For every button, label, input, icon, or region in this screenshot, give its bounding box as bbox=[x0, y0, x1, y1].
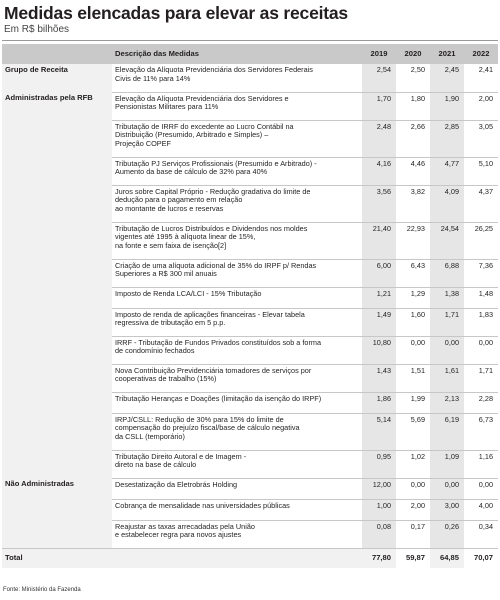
column-header-2022: 2022 bbox=[464, 44, 498, 64]
description-line: Elevação da Alíquota Previdenciária dos Servidores Federais bbox=[115, 65, 313, 74]
value-2019: 1,70 bbox=[362, 92, 396, 120]
value-2021: 1,61 bbox=[430, 364, 464, 392]
total-value-2021: 64,85 bbox=[430, 548, 464, 568]
value-2021: 0,00 bbox=[430, 478, 464, 499]
value-2022: 1,83 bbox=[464, 308, 498, 336]
value-2021: 1,09 bbox=[430, 450, 464, 478]
measure-description bbox=[112, 287, 362, 308]
description-line: de condomínio fechados bbox=[115, 346, 195, 356]
description-line: e estabelecer regra para novos ajustes bbox=[115, 530, 242, 540]
value-2020: 1,29 bbox=[396, 287, 430, 308]
value-2021: 0,26 bbox=[430, 520, 464, 548]
description-line: Tributação de Lucros Distribuídos e Dividendos nos moldes bbox=[115, 223, 308, 233]
measure-description bbox=[112, 157, 362, 185]
column-header-group bbox=[2, 44, 112, 64]
value-2020: 2,50 bbox=[396, 64, 430, 92]
page-subtitle: Em R$ bilhões bbox=[4, 24, 70, 35]
value-2021: 3,00 bbox=[430, 499, 464, 520]
measure-description bbox=[112, 92, 362, 120]
description-line: Aumento da base de cálculo de 32% para 40% bbox=[115, 167, 268, 177]
value-2021: 4,09 bbox=[430, 185, 464, 222]
value-2022: 0,00 bbox=[464, 336, 498, 364]
description-line: Tributação Heranças e Doações (limitação da isenção do IRPF) bbox=[115, 393, 322, 403]
value-2022: 7,36 bbox=[464, 259, 498, 287]
column-header-2019: 2019 bbox=[362, 44, 396, 64]
value-2020: 0,00 bbox=[396, 478, 430, 499]
description-line: Superiores a R$ 300 mil anuais bbox=[115, 269, 217, 279]
total-value-2020: 59,87 bbox=[396, 548, 430, 568]
value-2019: 2,54 bbox=[362, 64, 396, 92]
value-2022: 2,00 bbox=[464, 92, 498, 120]
description-line: vigentes até 1995 à alíquota linear de 15%, bbox=[115, 232, 256, 242]
description-line: Imposto de renda de aplicações financeiras - Elevar tabela bbox=[115, 309, 305, 319]
table-body bbox=[2, 64, 498, 548]
value-2019: 1,21 bbox=[362, 287, 396, 308]
value-2019: 0,95 bbox=[362, 450, 396, 478]
measure-description bbox=[112, 259, 362, 287]
description-line: da CSLL (temporário) bbox=[115, 431, 185, 441]
description-line: Juros sobre Capital Próprio - Redução gradativa do limite de bbox=[115, 186, 311, 196]
measure-description bbox=[112, 392, 362, 413]
table-row bbox=[2, 64, 498, 92]
revenue-measures-table bbox=[2, 44, 498, 568]
value-2019: 12,00 bbox=[362, 478, 396, 499]
measure-description bbox=[112, 308, 362, 336]
measure-description bbox=[112, 478, 362, 499]
measure-description bbox=[112, 185, 362, 222]
total-description-cell bbox=[112, 548, 362, 568]
description-line: Reajustar as taxas arrecadadas pela União bbox=[115, 521, 255, 531]
value-2020: 2,00 bbox=[396, 499, 430, 520]
value-2021: 6,88 bbox=[430, 259, 464, 287]
value-2019: 1,43 bbox=[362, 364, 396, 392]
measure-description bbox=[112, 64, 362, 92]
description-line: compensação do prejuízo fiscal/base de cálculo negativa bbox=[115, 423, 300, 433]
value-2022: 1,16 bbox=[464, 450, 498, 478]
value-2019: 3,56 bbox=[362, 185, 396, 222]
value-2021: 4,77 bbox=[430, 157, 464, 185]
value-2021: 1,90 bbox=[430, 92, 464, 120]
total-row bbox=[2, 548, 498, 568]
value-2022: 4,00 bbox=[464, 499, 498, 520]
value-2021: 1,71 bbox=[430, 308, 464, 336]
value-2020: 1,51 bbox=[396, 364, 430, 392]
measure-description bbox=[112, 450, 362, 478]
description-line: IRPJ/CSLL: Redução de 30% para 15% do limite de bbox=[115, 414, 284, 424]
description-line: direto na base de cálculo bbox=[115, 460, 197, 470]
description-line: dedução para o pagamento em relação bbox=[115, 195, 243, 205]
value-2020: 6,43 bbox=[396, 259, 430, 287]
description-line: Nova Contribuição Previdenciária tomadores de serviços por bbox=[115, 365, 312, 375]
value-2021: 24,54 bbox=[430, 222, 464, 259]
value-2020: 1,80 bbox=[396, 92, 430, 120]
value-2022: 1,48 bbox=[464, 287, 498, 308]
description-line: Pensionistas Militares para 11% bbox=[115, 102, 219, 112]
description-line: Distribuição (Presumido, Arbitrado e Simples) – bbox=[115, 130, 269, 140]
value-2019: 10,80 bbox=[362, 336, 396, 364]
value-2020: 4,46 bbox=[396, 157, 430, 185]
value-2022: 5,10 bbox=[464, 157, 498, 185]
value-2020: 2,66 bbox=[396, 120, 430, 157]
group-label: Administradas pela RFB bbox=[2, 92, 112, 478]
description-line: Civis de 11% para 14% bbox=[115, 73, 191, 83]
value-2020: 1,60 bbox=[396, 308, 430, 336]
value-2021: 2,45 bbox=[430, 64, 464, 92]
measure-description bbox=[112, 364, 362, 392]
table-row bbox=[2, 92, 498, 120]
description-line: cooperativas de trabalho (15%) bbox=[115, 374, 217, 384]
value-2019: 2,48 bbox=[362, 120, 396, 157]
value-2019: 1,49 bbox=[362, 308, 396, 336]
description-line: regressiva de tributação em 5 p.p. bbox=[115, 318, 226, 328]
description-line: na fonte e sem faixa de isenção[2] bbox=[115, 240, 227, 250]
description-line: Tributação de IRRF do excedente ao Lucro Contábil na bbox=[115, 121, 294, 131]
value-2022: 0,00 bbox=[464, 478, 498, 499]
table-row bbox=[2, 478, 498, 499]
title-divider bbox=[2, 40, 498, 41]
measure-description bbox=[112, 499, 362, 520]
value-2022: 4,37 bbox=[464, 185, 498, 222]
value-2020: 1,02 bbox=[396, 450, 430, 478]
value-2022: 26,25 bbox=[464, 222, 498, 259]
value-2022: 0,34 bbox=[464, 520, 498, 548]
description-line: Tributação Direito Autoral e de Imagem - bbox=[115, 451, 247, 461]
description-line: Tributação PJ Serviços Profissionais (Presumido e Arbitrado) - bbox=[115, 158, 317, 168]
description-line: Criação de uma alíquota adicional de 35% do IRPF p/ Rendas bbox=[115, 260, 317, 270]
description-line: IRRF - Tributação de Fundos Privados constituídos sob a forma bbox=[115, 337, 322, 347]
measure-description bbox=[112, 120, 362, 157]
description-line: Desestatização da Eletrobrás Holding bbox=[115, 479, 238, 489]
value-2020: 22,93 bbox=[396, 222, 430, 259]
measure-description bbox=[112, 520, 362, 548]
column-header-2021: 2021 bbox=[430, 44, 464, 64]
column-header-description: Descrição das Medidas bbox=[112, 44, 362, 64]
value-2022: 2,41 bbox=[464, 64, 498, 92]
value-2019: 1,86 bbox=[362, 392, 396, 413]
measure-description bbox=[112, 413, 362, 450]
description-line: Cobrança de mensalidade nas universidades públicas bbox=[115, 500, 290, 510]
value-2019: 0,08 bbox=[362, 520, 396, 548]
value-2019: 5,14 bbox=[362, 413, 396, 450]
total-label: Total bbox=[2, 548, 112, 568]
value-2021: 2,85 bbox=[430, 120, 464, 157]
total-value-2019: 77,80 bbox=[362, 548, 396, 568]
group-label: Grupo de Receita bbox=[2, 64, 112, 92]
source-note: Fonte: Ministério da Fazenda bbox=[3, 587, 81, 593]
value-2020: 5,69 bbox=[396, 413, 430, 450]
total-value-2022: 70,07 bbox=[464, 548, 498, 568]
page-title: Medidas elencadas para elevar as receitas bbox=[4, 3, 348, 23]
value-2019: 1,00 bbox=[362, 499, 396, 520]
value-2020: 0,17 bbox=[396, 520, 430, 548]
value-2021: 2,13 bbox=[430, 392, 464, 413]
value-2020: 3,82 bbox=[396, 185, 430, 222]
description-line: Projeção COPEF bbox=[115, 138, 171, 148]
value-2022: 6,73 bbox=[464, 413, 498, 450]
measure-description bbox=[112, 222, 362, 259]
table-header-row bbox=[2, 44, 498, 64]
value-2019: 4,16 bbox=[362, 157, 396, 185]
column-header-2020: 2020 bbox=[396, 44, 430, 64]
value-2019: 21,40 bbox=[362, 222, 396, 259]
value-2021: 0,00 bbox=[430, 336, 464, 364]
description-line: Imposto de Renda LCA/LCI - 15% Tributação bbox=[115, 288, 262, 298]
value-2022: 3,05 bbox=[464, 120, 498, 157]
description-line: Elevação da Alíquota Previdenciária dos Servidores e bbox=[115, 93, 289, 103]
value-2020: 1,99 bbox=[396, 392, 430, 413]
value-2019: 6,00 bbox=[362, 259, 396, 287]
value-2022: 1,71 bbox=[464, 364, 498, 392]
measure-description bbox=[112, 336, 362, 364]
group-label: Não Administradas bbox=[2, 478, 112, 548]
value-2021: 6,19 bbox=[430, 413, 464, 450]
value-2021: 1,38 bbox=[430, 287, 464, 308]
value-2020: 0,00 bbox=[396, 336, 430, 364]
value-2022: 2,28 bbox=[464, 392, 498, 413]
description-line: ao montante de lucros e reservas bbox=[115, 203, 224, 213]
